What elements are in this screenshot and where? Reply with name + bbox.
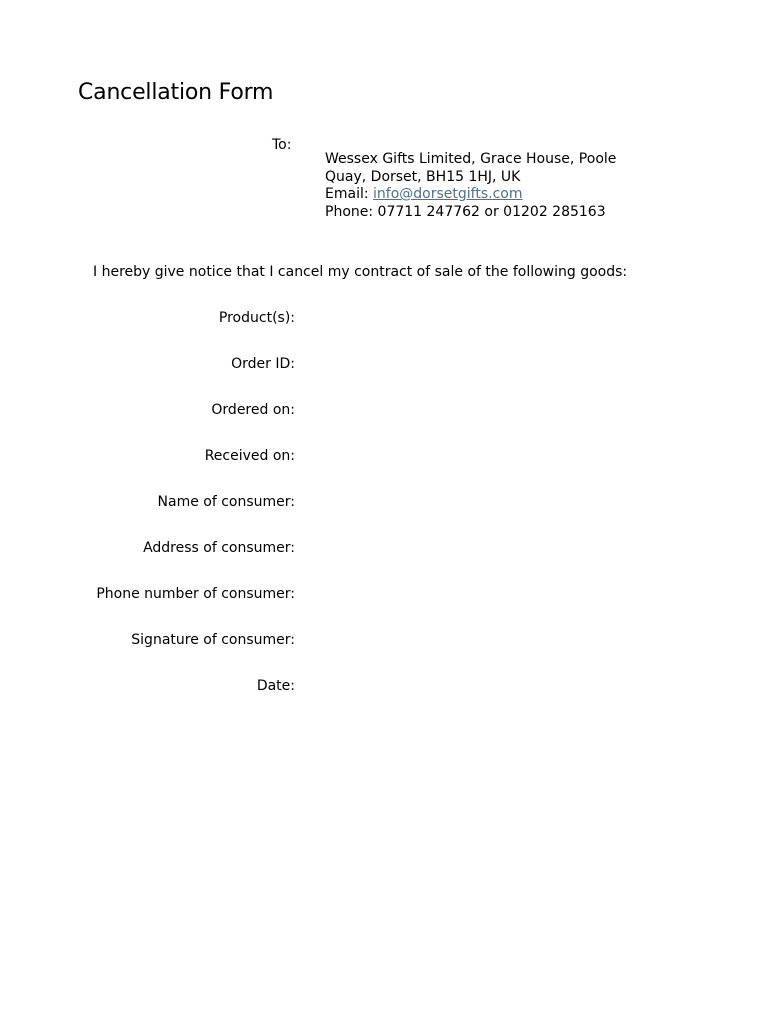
email-label: Email: — [325, 186, 374, 202]
consumer-address-label: Address of consumer: — [143, 540, 295, 556]
cancellation-notice: I hereby give notice that I cancel my contract of sale of the following goods: — [93, 264, 628, 280]
order-id-label: Order ID: — [231, 356, 295, 372]
address-line-2: Quay, Dorset, BH15 1HJ, UK — [325, 168, 521, 185]
to-label: To: — [272, 137, 292, 153]
phone-line: Phone: 07711 247762 or 01202 285163 — [325, 203, 606, 220]
consumer-phone-label: Phone number of consumer: — [96, 586, 295, 602]
products-label: Product(s): — [218, 310, 295, 326]
received-on-label: Received on: — [204, 448, 295, 464]
address-line-1: Wessex Gifts Limited, Grace House, Poole — [325, 151, 617, 167]
date-label: Date: — [256, 678, 295, 694]
page-title: Cancellation Form — [78, 80, 274, 105]
email-link[interactable]: info@dorsetgifts.com — [373, 186, 523, 202]
consumer-name-label: Name of consumer: — [157, 494, 295, 510]
consumer-signature-label: Signature of consumer: — [131, 632, 295, 648]
email-line — [325, 186, 616, 204]
recipient-address — [325, 151, 616, 221]
ordered-on-label: Ordered on: — [211, 402, 295, 418]
